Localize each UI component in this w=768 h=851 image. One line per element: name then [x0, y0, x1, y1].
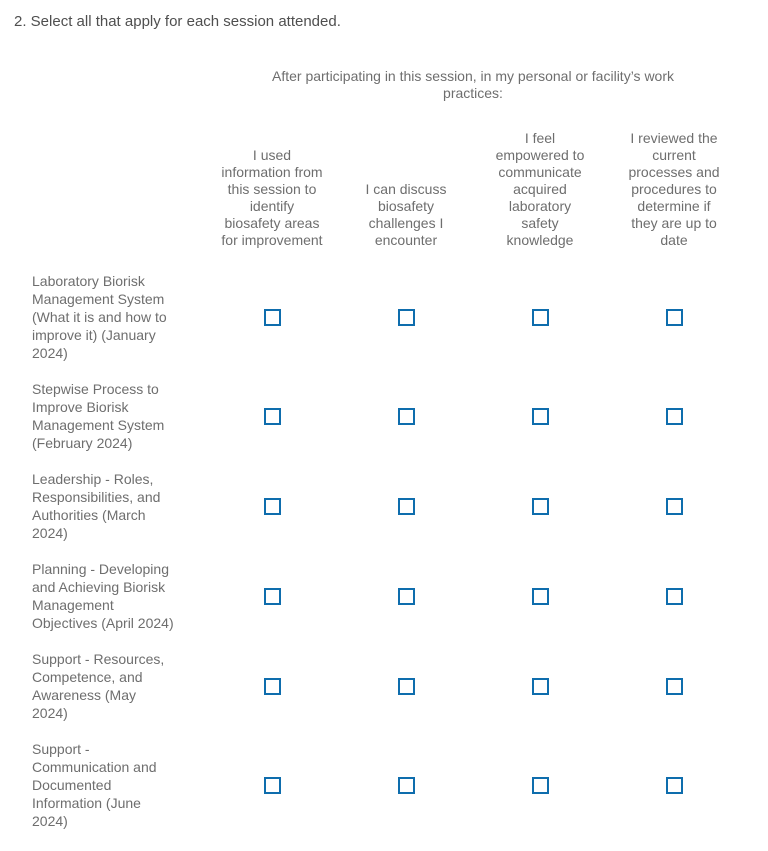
- checkbox-row2-col3[interactable]: [532, 408, 549, 425]
- checkbox-row3-col2[interactable]: [398, 498, 415, 515]
- checkbox-row2-col2[interactable]: [398, 408, 415, 425]
- checkbox-row6-col1[interactable]: [264, 777, 281, 794]
- column-header-4: I reviewed the current processes and procedures to determine if they are up to date: [628, 130, 720, 248]
- column-header-3: I feel empowered to communicate acquired laboratory safety knowledge: [495, 130, 585, 248]
- matrix-cell: [473, 650, 607, 740]
- checkbox-row4-col3[interactable]: [532, 588, 549, 605]
- matrix-cell: [205, 380, 339, 470]
- row-label-stepwise-process: Stepwise Process to Improve Biorisk Management System (February 2024): [32, 381, 165, 451]
- matrix-cell: [473, 560, 607, 650]
- row-label-planning: Planning - Developing and Achieving Biorisk Management Objectives (April 2024): [32, 561, 174, 631]
- checkbox-row5-col1[interactable]: [264, 678, 281, 695]
- matrix-cell: [473, 740, 607, 848]
- checkbox-row3-col3[interactable]: [532, 498, 549, 515]
- matrix-group-header: After participating in this session, in my personal or facility’s work practices:: [271, 68, 674, 101]
- matrix-cell: [205, 470, 339, 560]
- row-label-support-resources: Support - Resources, Competence, and Awareness (May 2024): [32, 651, 165, 721]
- checkbox-row2-col1[interactable]: [264, 408, 281, 425]
- matrix-cell: [339, 560, 473, 650]
- matrix-cell: [473, 272, 607, 380]
- matrix-cell: [205, 272, 339, 380]
- matrix-cell: [339, 650, 473, 740]
- row-label-laboratory-biorisk: Laboratory Biorisk Management System (What it is and how to improve it) (January 2024): [32, 273, 167, 361]
- matrix-question-table: [32, 68, 768, 848]
- checkbox-row1-col2[interactable]: [398, 309, 415, 326]
- checkbox-row4-col2[interactable]: [398, 588, 415, 605]
- checkbox-row4-col4[interactable]: [666, 588, 683, 605]
- checkbox-row6-col2[interactable]: [398, 777, 415, 794]
- checkbox-row3-col1[interactable]: [264, 498, 281, 515]
- matrix-cell: [607, 272, 741, 380]
- matrix-cell: [473, 380, 607, 470]
- row-label-support-communication: Support - Communication and Documented Information (June 2024): [32, 741, 157, 829]
- matrix-cell: [473, 470, 607, 560]
- row-label-leadership: Leadership - Roles, Responsibilities, and Authorities (March 2024): [32, 471, 161, 541]
- matrix-cell: [607, 560, 741, 650]
- question-title: 2. Select all that apply for each session attended.: [14, 13, 341, 30]
- checkbox-row5-col3[interactable]: [532, 678, 549, 695]
- checkbox-row2-col4[interactable]: [666, 408, 683, 425]
- matrix-cell: [607, 470, 741, 560]
- matrix-cell: [339, 470, 473, 560]
- matrix-cell: [607, 380, 741, 470]
- matrix-cell: [205, 560, 339, 650]
- matrix-cell: [339, 740, 473, 848]
- matrix-cell: [339, 272, 473, 380]
- checkbox-row4-col1[interactable]: [264, 588, 281, 605]
- checkbox-row1-col3[interactable]: [532, 309, 549, 326]
- matrix-cell: [205, 650, 339, 740]
- column-header-1: I used information from this session to identify biosafety areas for improvement: [221, 147, 323, 248]
- checkbox-row3-col4[interactable]: [666, 498, 683, 515]
- checkbox-row5-col2[interactable]: [398, 678, 415, 695]
- column-header-2: I can discuss biosafety challenges I encounter: [365, 181, 447, 248]
- matrix-cell: [607, 740, 741, 848]
- matrix-cell: [607, 650, 741, 740]
- matrix-cell: [205, 740, 339, 848]
- matrix-cell: [339, 380, 473, 470]
- checkbox-row6-col3[interactable]: [532, 777, 549, 794]
- checkbox-row5-col4[interactable]: [666, 678, 683, 695]
- checkbox-row6-col4[interactable]: [666, 777, 683, 794]
- checkbox-row1-col4[interactable]: [666, 309, 683, 326]
- checkbox-row1-col1[interactable]: [264, 309, 281, 326]
